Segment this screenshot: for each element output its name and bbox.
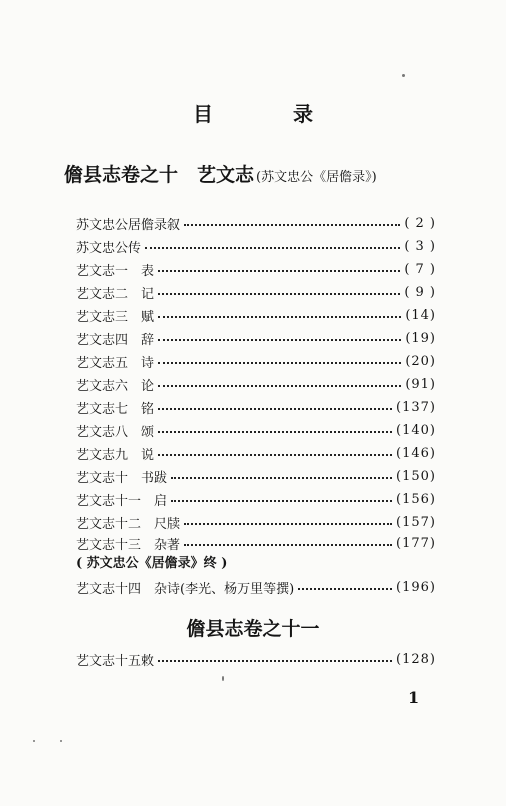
entry-label: 艺文志一 表 (76, 263, 155, 279)
toc-entry (76, 442, 436, 464)
toc-entry (76, 258, 436, 280)
scan-speck (402, 74, 405, 77)
dot-leader (158, 270, 400, 272)
entry-page: (157) (396, 514, 436, 530)
dot-leader (158, 385, 401, 387)
entry-page: (196) (396, 579, 436, 595)
entry-page: (128) (396, 651, 436, 667)
entry-page: (177) (396, 535, 436, 551)
dot-leader (298, 588, 392, 590)
entry-page: (146) (396, 445, 436, 461)
dot-leader (145, 247, 400, 249)
entry-page: ( 2 ) (404, 215, 436, 231)
entry-page: (20) (405, 353, 436, 369)
scan-speck (33, 740, 35, 742)
toc-entry (76, 235, 436, 257)
entry-page: (19) (405, 330, 436, 346)
entry-label: 艺文志七 铭 (76, 401, 155, 417)
dot-leader (158, 316, 401, 318)
entry-label: 艺文志九 说 (76, 447, 155, 463)
entry-label: 艺文志六 论 (76, 378, 155, 394)
entry-label: 艺文志三 赋 (76, 309, 155, 325)
toc-entry (76, 488, 436, 510)
dot-leader (184, 224, 400, 226)
toc-entry (76, 465, 436, 487)
entry-page: ( 7 ) (404, 261, 436, 277)
entry-label: 苏文忠公居儋录叙 (76, 217, 181, 233)
scan-speck (222, 676, 224, 681)
toc-entry (76, 212, 436, 234)
dot-leader (158, 293, 400, 295)
entry-page: ( 9 ) (404, 284, 436, 300)
dot-leader (184, 544, 392, 546)
dot-leader (158, 431, 392, 433)
toc-title: 目 录 (193, 102, 343, 126)
toc-entry (76, 511, 436, 533)
entry-label: 艺文志五 诗 (76, 355, 155, 371)
dot-leader (158, 362, 401, 364)
entry-label: 艺文志十一 启 (76, 493, 168, 509)
dot-leader (158, 408, 392, 410)
entry-label: 艺文志十 书跋 (76, 470, 168, 486)
entry-page: (91) (405, 376, 436, 392)
toc-entry (76, 350, 436, 372)
entry-page: (14) (405, 307, 436, 323)
end-note: ( 苏文忠公《居儋录》终 ) (76, 556, 228, 571)
entry-label: 艺文志十五敕 (76, 653, 155, 669)
entry-label: 艺文志十三 杂著 (76, 537, 181, 553)
dot-leader (184, 523, 392, 525)
scan-speck (60, 740, 62, 742)
toc-entry (76, 532, 436, 554)
dot-leader (171, 477, 392, 479)
toc-entry (76, 576, 436, 598)
volume-10-subtitle: (苏文忠公《居儋录》) (256, 170, 377, 185)
entry-page: (156) (396, 491, 436, 507)
entry-label: 艺文志十二 尺牍 (76, 516, 181, 532)
volume-10-title: 儋县志卷之十 艺文志 (64, 164, 255, 186)
toc-entry (76, 373, 436, 395)
entry-label: 艺文志十四 杂诗(李光、杨万里等撰) (76, 581, 295, 597)
entry-label: 艺文志四 辞 (76, 332, 155, 348)
entry-label: 苏文忠公传 (76, 240, 142, 256)
dot-leader (158, 660, 392, 662)
toc-entry (76, 327, 436, 349)
toc-entry (76, 281, 436, 303)
toc-entry (76, 419, 436, 441)
page-number: 1 (408, 688, 420, 707)
toc-entry (76, 304, 436, 326)
entry-label: 艺文志八 颂 (76, 424, 155, 440)
entry-label: 艺文志二 记 (76, 286, 155, 302)
entry-page: ( 3 ) (404, 238, 436, 254)
volume-11-heading: 儋县志卷之十一 (186, 618, 320, 640)
dot-leader (171, 500, 392, 502)
toc-entry (76, 648, 436, 670)
entry-page: (150) (396, 468, 436, 484)
volume-10-heading (64, 160, 377, 187)
toc-entry (76, 396, 436, 418)
entry-page: (137) (396, 399, 436, 415)
dot-leader (158, 454, 392, 456)
dot-leader (158, 339, 401, 341)
entry-page: (140) (396, 422, 436, 438)
